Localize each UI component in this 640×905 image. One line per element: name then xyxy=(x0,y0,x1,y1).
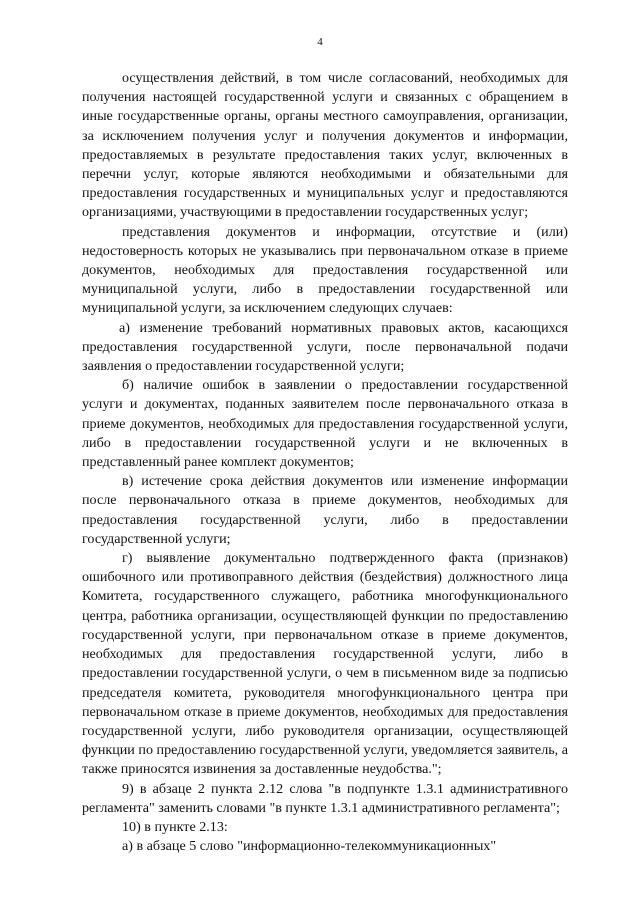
paragraph-continuation: осуществления действий, в том числе согласований, необходимых для получения настоящей государственной услуги и связанных с обращением в иные государственные органы, органы местного самоуправления, организации, за исключением получения услуг и получения документов и информации, предоставляемых в результате предоставления таких услуг, включенных в перечни услуг, которые являются необходимыми и обязательными для предоставления государственных и муниципальных услуг и предоставляются организациями, участвующими в предоставлении государственных услуг; xyxy=(82,70,568,221)
paragraph-item-a: а) изменение требований нормативных правовых актов, касающихся предоставления государственной услуги, после первоначальной подачи заявления о предоставлении государственной услуги; xyxy=(82,319,568,375)
paragraph-representation: представления документов и информации, отсутствие и (или) недостоверность которых не указывались при первоначальном отказе в приеме документов, необходимых для предоставления государственной или муниципальной услуги, либо в предоставлении государственной или муниципальной услуги, за исключением следующих случаев: xyxy=(82,223,568,317)
page-number: 4 xyxy=(317,36,323,48)
paragraph-item-g: г) выявление документально подтвержденного факта (признаков) ошибочного или противоправного действия (бездействия) должностного лица Комитета, государственного служащего, работника многофункционального центра, работника организации, осуществляющей функции по предоставлению государственной услуги, при первоначальном отказе в приеме документов, необходимых для предоставления государственной услуги, либо в предоставлении государственной услуги, о чем в письменном виде за подписью председателя комитета, руководителя многофункционального центра при первоначальном отказе в приеме документов, необходимых для предоставления государственной услуги, либо руководителя организации, осуществляющей функции по предоставлению государственной услуги, уведомляется заявитель, а также приносятся извинения за доставленные неудобства."; xyxy=(82,550,568,778)
paragraph-point-10: 10) в пункте 2.13: xyxy=(122,818,228,835)
document-body xyxy=(82,69,568,856)
paragraph-item-v: в) истечение срока действия документов или изменение информации после первоначального отказа в приеме документов, необходимых для предоставления государственной услуги, либо в предоставлении государственной услуги; xyxy=(82,473,568,547)
paragraph-point-10-a: а) в абзаце 5 слово "информационно-телекоммуникационных" xyxy=(122,838,497,855)
paragraph-item-b: б) наличие ошибок в заявлении о предоставлении государственной услуги и документах, поданных заявителем после первоначального отказа в приеме документов, необходимых для предоставления государственной услуги, либо в предоставлении государственной услуги и не включенных в представленный ранее комплект документов; xyxy=(82,377,568,471)
paragraph-point-9: 9) в абзаце 2 пункта 2.12 слова "в подпункте 1.3.1 административного регламента" заменить словами "в пункте 1.3.1 административного регламента"; xyxy=(82,780,568,816)
